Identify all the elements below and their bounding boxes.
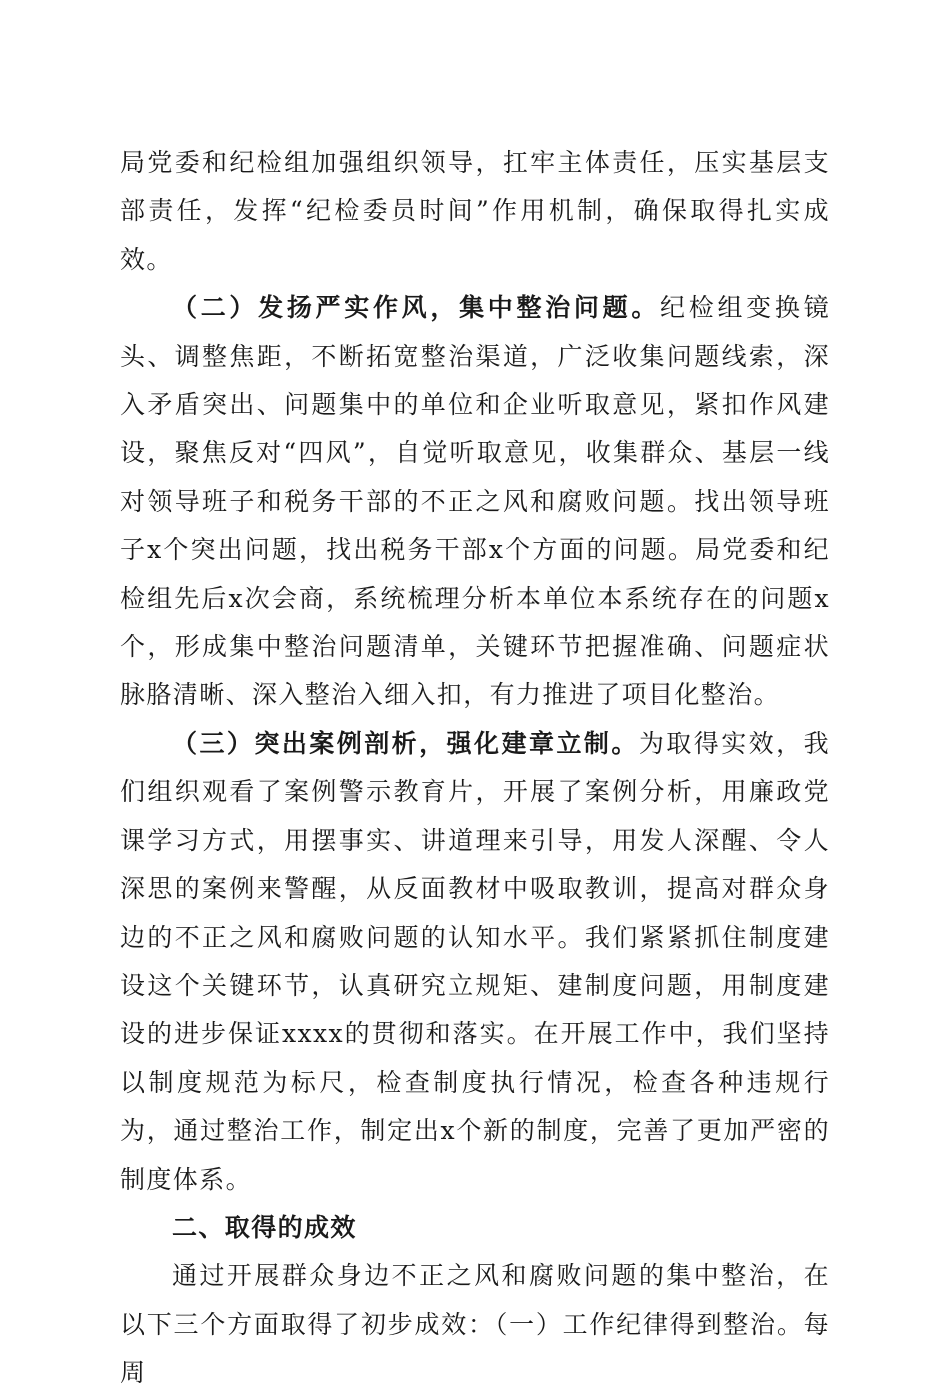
paragraph-continuation: 局党委和纪检组加强组织领导，扛牢主体责任，压实基层支部责任，发挥“纪检委员时间”作用机制，确保取得扎实成效。 xyxy=(120,148,830,274)
section-2-lead: （二）发扬严实作风，集中整治问题。 xyxy=(172,293,661,323)
section-3-body: 为取得实效，我们组织观看了案例警示教育片，开展了案例分析，用廉政党课学习方式，用摆事实、讲道理来引导，用发人深醒、令人深思的案例来警醒，从反面教材中吸取教训，提高对群众身边的不正之风和腐败问题的认知水平。我们紧紧抓住制度建设这个关键环节，认真研究立规矩、建制度问题，用制度建设的进步保证xxxx的贯彻和落实。在开展工作中，我们坚持以制度规范为标尺，检查制度执行情况，检查各种违规行为，通过整治工作，制定出x个新的制度，完善了更加严密的制度体系。 xyxy=(120,728,830,1194)
paragraph-section-3 xyxy=(120,720,830,1204)
section-3-lead: （三）突出案例剖析，强化建章立制。 xyxy=(172,728,639,758)
heading-achievements: 二、取得的成效 xyxy=(172,1212,357,1242)
document-body xyxy=(120,139,830,1398)
paragraph-section-2 xyxy=(120,284,830,720)
paragraph-achievements: 通过开展群众身边不正之风和腐败问题的集中整治，在以下三个方面取得了初步成效：（一）工作纪律得到整治。每周 xyxy=(120,1261,830,1388)
section-2-body: 纪检组变换镜头、调整焦距，不断拓宽整治渠道，广泛收集问题线索，深入矛盾突出、问题集中的单位和企业听取意见，紧扣作风建设，聚焦反对“四风”，自觉听取意见，收集群众、基层一线对领导班子和税务干部的不正之风和腐败问题。找出领导班子x个突出问题，找出税务干部x个方面的问题。局党委和纪检组先后x次会商，系统梳理分析本单位本系统存在的问题x个，形成集中整治问题清单，关键环节把握准确、问题症状脉胳清晰、深入整治入细入扣，有力推进了项目化整治。 xyxy=(120,293,830,710)
